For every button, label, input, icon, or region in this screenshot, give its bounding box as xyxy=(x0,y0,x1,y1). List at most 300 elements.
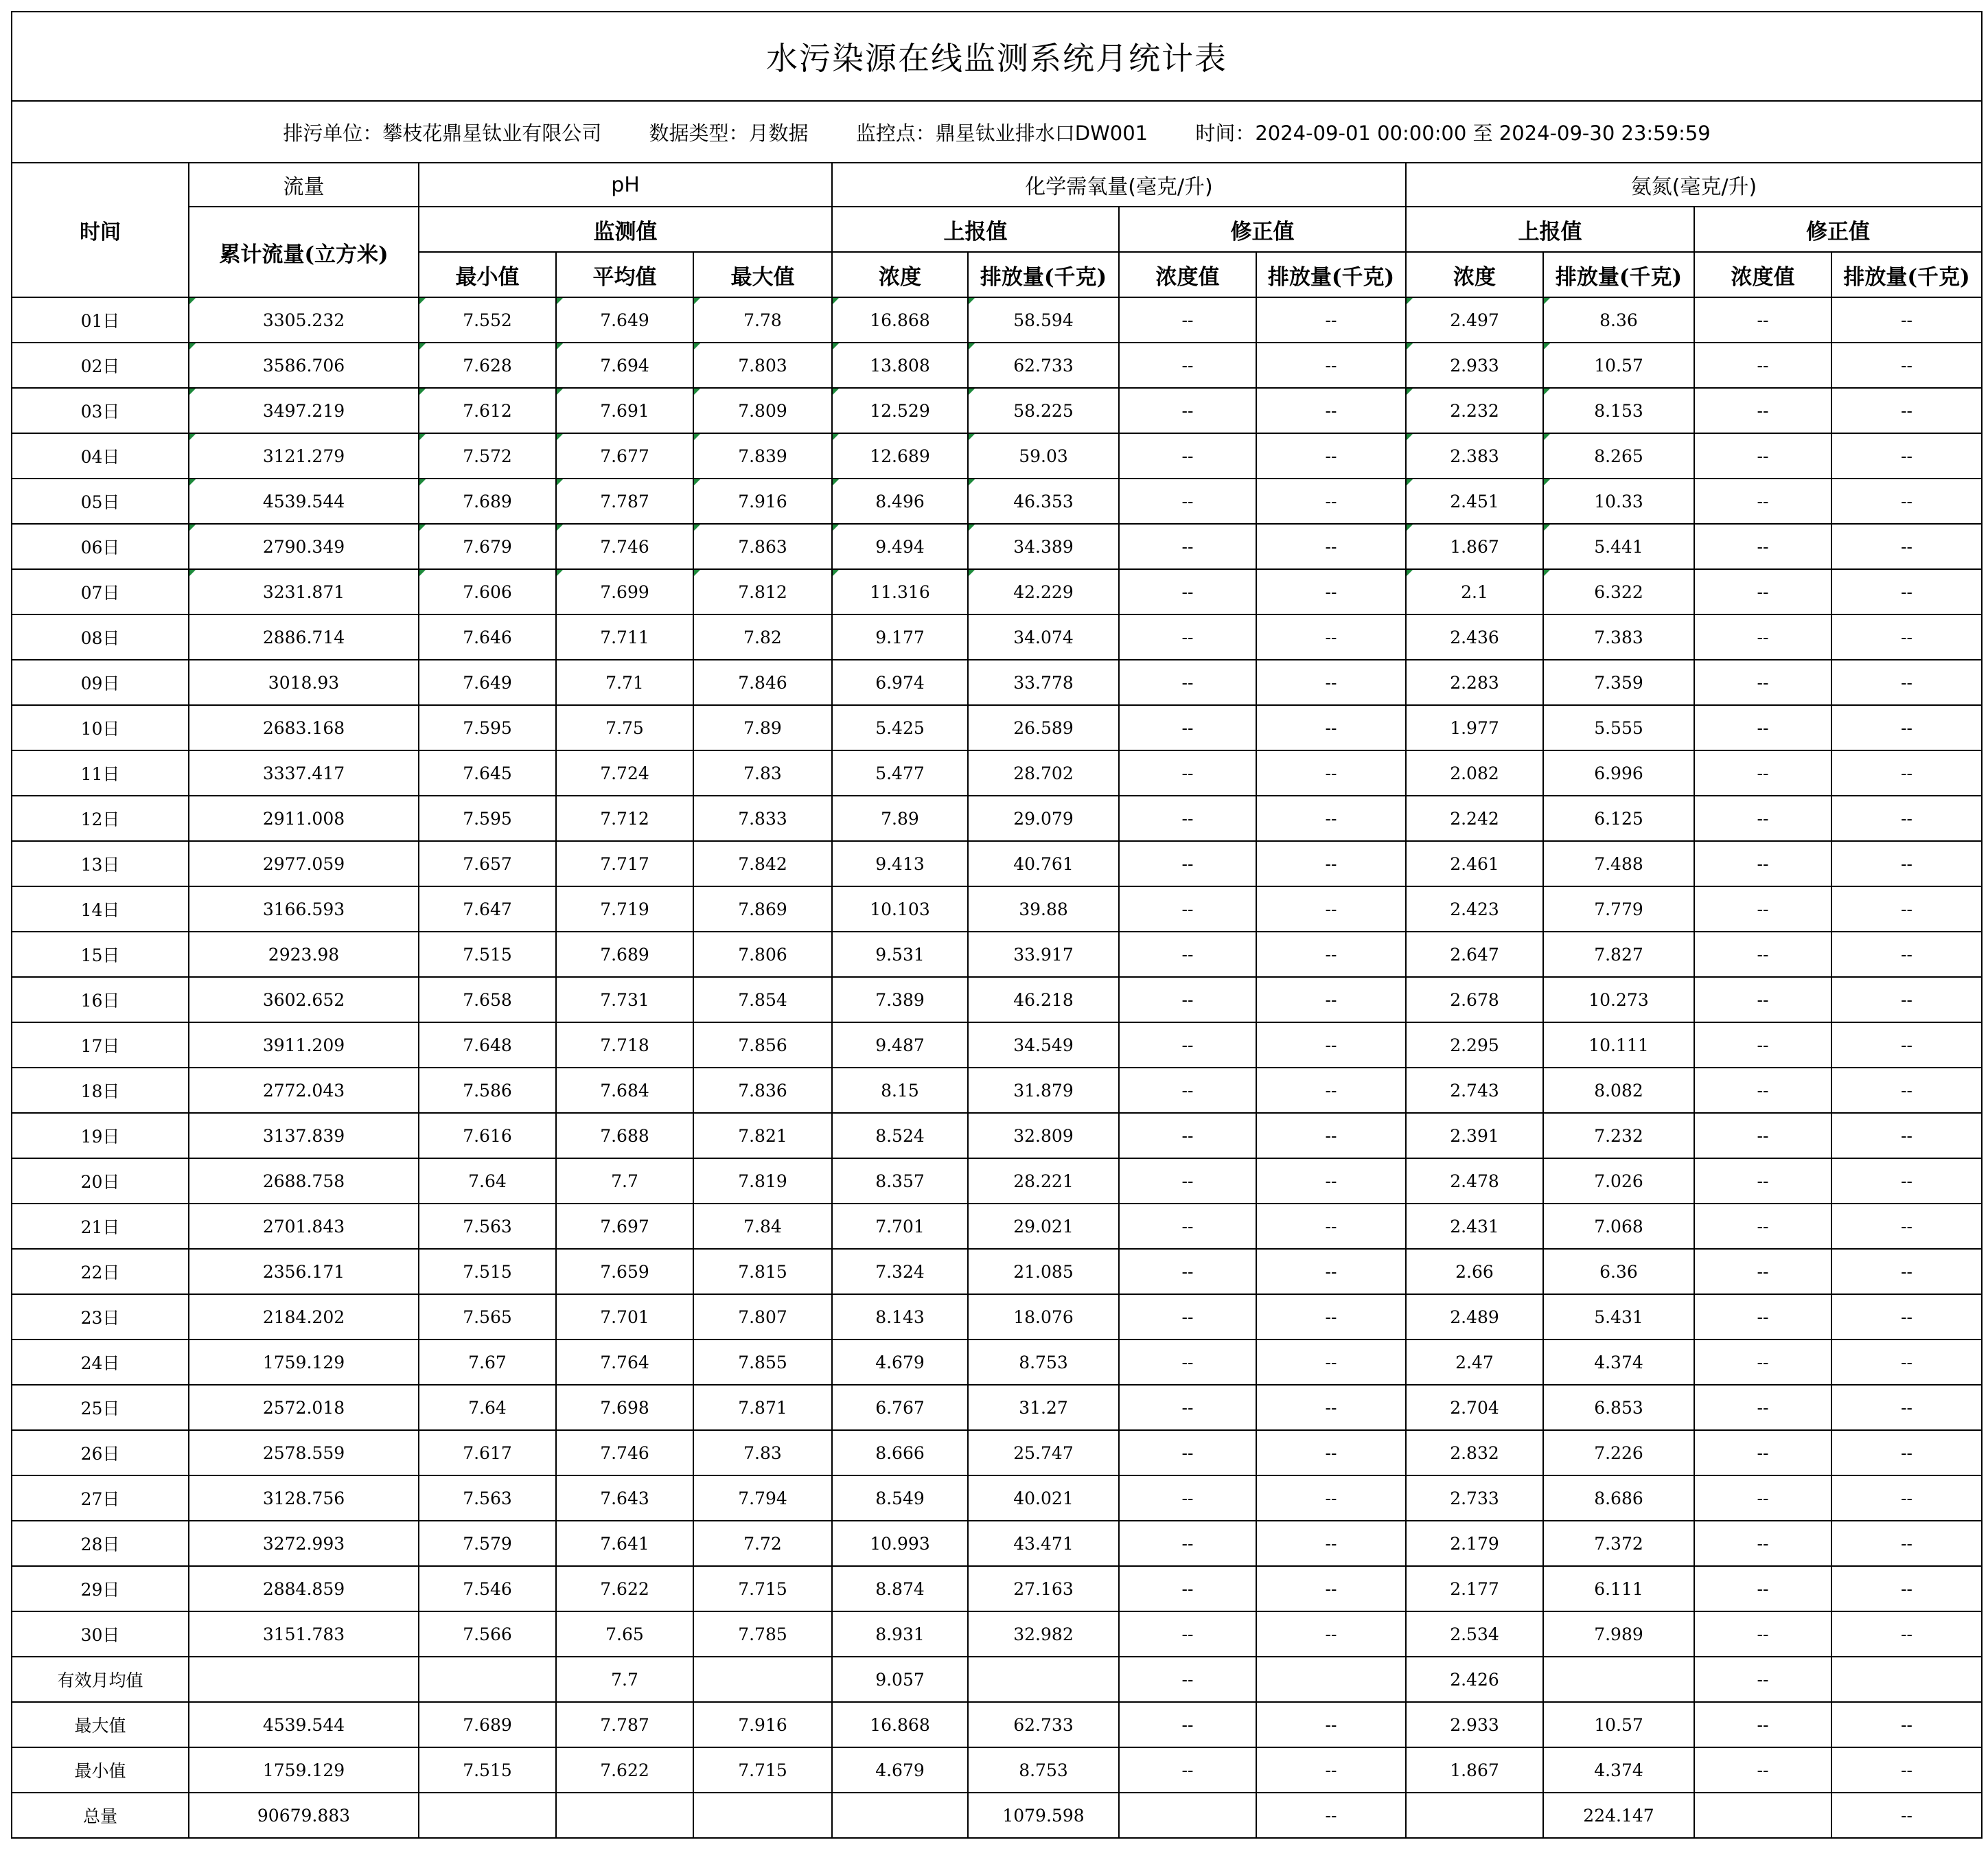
cell-cumulative-flow: 2356.171 xyxy=(189,1249,419,1294)
header-cod-corrected-concentration: 浓度值 xyxy=(1119,252,1256,297)
header-ph-avg: 平均值 xyxy=(556,252,693,297)
cell-ph-min: 7.606 xyxy=(419,569,556,614)
cell-ph-avg: 7.689 xyxy=(556,932,693,977)
cell-ph-min: 7.617 xyxy=(419,1430,556,1475)
cell-nh3-concentration: 2.647 xyxy=(1406,932,1543,977)
cell-day: 16日 xyxy=(12,977,189,1022)
cell-ph-avg: 7.701 xyxy=(556,1294,693,1340)
cell-cod-corrected-emission: -- xyxy=(1256,841,1406,886)
cell-ph-max: 7.812 xyxy=(693,569,832,614)
cell-nh3-corrected-emission: -- xyxy=(1831,1340,1982,1385)
cell-cod-corrected-emission: -- xyxy=(1256,343,1406,388)
cell-ph-avg: 7.746 xyxy=(556,524,693,569)
cell-cod-corrected-concentration: -- xyxy=(1119,569,1256,614)
cell-nh3-emission: 6.853 xyxy=(1543,1385,1694,1430)
cell-ph-max: 7.815 xyxy=(693,1249,832,1294)
cell-cod-emission: 58.225 xyxy=(968,388,1119,433)
table-row xyxy=(12,1113,1982,1158)
cell-ph-max: 7.89 xyxy=(693,705,832,750)
summary-cell-nh3-emission: 10.57 xyxy=(1543,1702,1694,1747)
cell-cod-corrected-concentration: -- xyxy=(1119,1521,1256,1566)
cell-ph-max: 7.856 xyxy=(693,1022,832,1068)
cell-ph-min: 7.515 xyxy=(419,1249,556,1294)
header-cod-corrected: 修正值 xyxy=(1119,207,1406,252)
cell-cod-corrected-emission: -- xyxy=(1256,886,1406,932)
cell-ph-avg: 7.712 xyxy=(556,796,693,841)
cell-nh3-corrected-emission: -- xyxy=(1831,1430,1982,1475)
cell-cod-corrected-concentration: -- xyxy=(1119,433,1256,479)
summary-cell-nh3-emission: 224.147 xyxy=(1543,1793,1694,1838)
cell-nh3-concentration: 2.743 xyxy=(1406,1068,1543,1113)
summary-cell-nh3-corrected-emission: -- xyxy=(1831,1702,1982,1747)
cell-nh3-corrected-concentration: -- xyxy=(1694,1294,1831,1340)
cell-cumulative-flow: 3586.706 xyxy=(189,343,419,388)
table-row xyxy=(12,1068,1982,1113)
cell-nh3-concentration: 2.391 xyxy=(1406,1113,1543,1158)
cell-cod-corrected-concentration: -- xyxy=(1119,1204,1256,1249)
table-row xyxy=(12,886,1982,932)
cell-nh3-corrected-emission: -- xyxy=(1831,524,1982,569)
cell-ph-min: 7.657 xyxy=(419,841,556,886)
summary-cell-nh3-emission: 4.374 xyxy=(1543,1747,1694,1793)
summary-cell-nh3-concentration: 1.867 xyxy=(1406,1747,1543,1793)
cell-nh3-emission: 7.026 xyxy=(1543,1158,1694,1204)
cell-nh3-corrected-concentration: -- xyxy=(1694,297,1831,343)
cell-day: 11日 xyxy=(12,750,189,796)
cell-ph-avg: 7.65 xyxy=(556,1611,693,1657)
cell-nh3-concentration: 2.431 xyxy=(1406,1204,1543,1249)
summary-cell-nh3-corrected-concentration: -- xyxy=(1694,1702,1831,1747)
cell-nh3-corrected-emission: -- xyxy=(1831,932,1982,977)
cell-ph-avg: 7.641 xyxy=(556,1521,693,1566)
cell-ph-max: 7.821 xyxy=(693,1113,832,1158)
cell-cod-corrected-emission: -- xyxy=(1256,705,1406,750)
cell-nh3-concentration: 2.678 xyxy=(1406,977,1543,1022)
cell-ph-max: 7.83 xyxy=(693,1430,832,1475)
header-nh3-emission: 排放量(千克) xyxy=(1543,252,1694,297)
cell-nh3-corrected-concentration: -- xyxy=(1694,750,1831,796)
cell-nh3-corrected-concentration: -- xyxy=(1694,932,1831,977)
cell-ph-avg: 7.688 xyxy=(556,1113,693,1158)
summary-cell-day: 总量 xyxy=(12,1793,189,1838)
cell-nh3-emission: 8.265 xyxy=(1543,433,1694,479)
cell-cod-corrected-concentration: -- xyxy=(1119,297,1256,343)
summary-row xyxy=(12,1747,1982,1793)
cell-nh3-emission: 7.488 xyxy=(1543,841,1694,886)
cell-cod-emission: 8.753 xyxy=(968,1340,1119,1385)
cell-nh3-concentration: 2.451 xyxy=(1406,479,1543,524)
cell-cod-corrected-concentration: -- xyxy=(1119,886,1256,932)
cell-cumulative-flow: 2578.559 xyxy=(189,1430,419,1475)
cell-ph-min: 7.645 xyxy=(419,750,556,796)
cell-day: 02日 xyxy=(12,343,189,388)
cell-nh3-corrected-concentration: -- xyxy=(1694,1249,1831,1294)
cell-ph-min: 7.646 xyxy=(419,614,556,660)
cell-cod-corrected-emission: -- xyxy=(1256,1340,1406,1385)
summary-cell-nh3-corrected-emission: -- xyxy=(1831,1747,1982,1793)
cell-ph-min: 7.679 xyxy=(419,524,556,569)
cell-nh3-corrected-emission: -- xyxy=(1831,1566,1982,1611)
cell-cod-corrected-emission: -- xyxy=(1256,524,1406,569)
cell-cod-concentration: 16.868 xyxy=(832,297,968,343)
summary-row xyxy=(12,1793,1982,1838)
data-type-label: 数据类型：月数据 xyxy=(649,121,809,145)
table-row xyxy=(12,841,1982,886)
cell-nh3-corrected-concentration: -- xyxy=(1694,433,1831,479)
table-row xyxy=(12,297,1982,343)
cell-ph-max: 7.794 xyxy=(693,1475,832,1521)
cell-nh3-corrected-concentration: -- xyxy=(1694,1340,1831,1385)
cell-cumulative-flow: 3231.871 xyxy=(189,569,419,614)
cell-nh3-concentration: 2.489 xyxy=(1406,1294,1543,1340)
cell-nh3-corrected-concentration: -- xyxy=(1694,1022,1831,1068)
cell-cod-corrected-concentration: -- xyxy=(1119,705,1256,750)
cell-cod-corrected-concentration: -- xyxy=(1119,524,1256,569)
cell-nh3-corrected-concentration: -- xyxy=(1694,614,1831,660)
cell-nh3-corrected-emission: -- xyxy=(1831,1475,1982,1521)
table-row xyxy=(12,1022,1982,1068)
cell-cod-corrected-concentration: -- xyxy=(1119,660,1256,705)
cell-cumulative-flow: 4539.544 xyxy=(189,479,419,524)
cell-nh3-emission: 6.996 xyxy=(1543,750,1694,796)
cell-cod-concentration: 7.89 xyxy=(832,796,968,841)
summary-cell-cod-corrected-emission: -- xyxy=(1256,1747,1406,1793)
cell-cod-corrected-concentration: -- xyxy=(1119,343,1256,388)
cell-nh3-concentration: 2.461 xyxy=(1406,841,1543,886)
cell-ph-avg: 7.717 xyxy=(556,841,693,886)
summary-cell-cod-concentration xyxy=(832,1793,968,1838)
cell-nh3-corrected-concentration: -- xyxy=(1694,977,1831,1022)
cell-cod-emission: 58.594 xyxy=(968,297,1119,343)
cell-nh3-emission: 6.111 xyxy=(1543,1566,1694,1611)
cell-nh3-concentration: 2.295 xyxy=(1406,1022,1543,1068)
cell-cod-emission: 40.021 xyxy=(968,1475,1119,1521)
cell-day: 08日 xyxy=(12,614,189,660)
cell-ph-min: 7.563 xyxy=(419,1475,556,1521)
summary-cell-nh3-concentration: 2.426 xyxy=(1406,1657,1543,1702)
cell-cod-emission: 33.778 xyxy=(968,660,1119,705)
cell-cod-corrected-concentration: -- xyxy=(1119,932,1256,977)
table-row xyxy=(12,1340,1982,1385)
cell-cod-corrected-concentration: -- xyxy=(1119,750,1256,796)
summary-cell-cod-corrected-emission xyxy=(1256,1657,1406,1702)
header-flow: 流量 xyxy=(189,163,419,207)
discharge-unit-label: 排污单位：攀枝花鼎星钛业有限公司 xyxy=(283,121,602,145)
summary-cell-cod-concentration: 16.868 xyxy=(832,1702,968,1747)
cell-nh3-corrected-emission: -- xyxy=(1831,977,1982,1022)
cell-nh3-emission: 10.273 xyxy=(1543,977,1694,1022)
cell-day: 10日 xyxy=(12,705,189,750)
table-row xyxy=(12,1521,1982,1566)
cell-nh3-concentration: 2.478 xyxy=(1406,1158,1543,1204)
cell-nh3-emission: 5.441 xyxy=(1543,524,1694,569)
cell-cod-corrected-emission: -- xyxy=(1256,1385,1406,1430)
cell-day: 30日 xyxy=(12,1611,189,1657)
cell-day: 15日 xyxy=(12,932,189,977)
summary-cell-nh3-corrected-emission: -- xyxy=(1831,1793,1982,1838)
monitor-point-label: 监控点：鼎星钛业排水口DW001 xyxy=(855,121,1148,145)
cell-day: 04日 xyxy=(12,433,189,479)
summary-cell-nh3-concentration xyxy=(1406,1793,1543,1838)
cell-nh3-corrected-concentration: -- xyxy=(1694,1204,1831,1249)
cell-ph-avg: 7.622 xyxy=(556,1566,693,1611)
cell-cod-corrected-emission: -- xyxy=(1256,614,1406,660)
cell-nh3-corrected-emission: -- xyxy=(1831,1068,1982,1113)
table-row xyxy=(12,1385,1982,1430)
cell-cumulative-flow: 3305.232 xyxy=(189,297,419,343)
cell-ph-min: 7.689 xyxy=(419,479,556,524)
header-ph-monitored: 监测值 xyxy=(419,207,832,252)
cell-cod-emission: 29.079 xyxy=(968,796,1119,841)
cell-ph-avg: 7.7 xyxy=(556,1158,693,1204)
cell-cod-emission: 34.389 xyxy=(968,524,1119,569)
cell-nh3-emission: 7.232 xyxy=(1543,1113,1694,1158)
cell-nh3-emission: 4.374 xyxy=(1543,1340,1694,1385)
cell-nh3-corrected-concentration: -- xyxy=(1694,524,1831,569)
table-row xyxy=(12,977,1982,1022)
cell-day: 20日 xyxy=(12,1158,189,1204)
cell-nh3-emission: 6.36 xyxy=(1543,1249,1694,1294)
cell-cod-emission: 59.03 xyxy=(968,433,1119,479)
cell-ph-max: 7.869 xyxy=(693,886,832,932)
cell-ph-max: 7.806 xyxy=(693,932,832,977)
cell-nh3-corrected-emission: -- xyxy=(1831,705,1982,750)
cell-ph-min: 7.628 xyxy=(419,343,556,388)
cell-cod-concentration: 6.767 xyxy=(832,1385,968,1430)
cell-cod-emission: 43.471 xyxy=(968,1521,1119,1566)
cell-cumulative-flow: 3911.209 xyxy=(189,1022,419,1068)
cell-day: 19日 xyxy=(12,1113,189,1158)
cell-ph-avg: 7.649 xyxy=(556,297,693,343)
table-row xyxy=(12,1158,1982,1204)
cell-cod-emission: 42.229 xyxy=(968,569,1119,614)
cell-cod-emission: 62.733 xyxy=(968,343,1119,388)
cell-nh3-corrected-concentration: -- xyxy=(1694,705,1831,750)
cell-nh3-concentration: 1.867 xyxy=(1406,524,1543,569)
cell-cod-emission: 25.747 xyxy=(968,1430,1119,1475)
cell-nh3-corrected-emission: -- xyxy=(1831,614,1982,660)
table-row xyxy=(12,1204,1982,1249)
summary-cell-day: 最小值 xyxy=(12,1747,189,1793)
header-nh3-concentration: 浓度 xyxy=(1406,252,1543,297)
cell-ph-max: 7.833 xyxy=(693,796,832,841)
cell-ph-avg: 7.731 xyxy=(556,977,693,1022)
cell-cod-emission: 31.879 xyxy=(968,1068,1119,1113)
cell-ph-min: 7.648 xyxy=(419,1022,556,1068)
table-row xyxy=(12,660,1982,705)
summary-cell-nh3-corrected-concentration: -- xyxy=(1694,1657,1831,1702)
cell-ph-avg: 7.75 xyxy=(556,705,693,750)
cell-cod-emission: 28.221 xyxy=(968,1158,1119,1204)
table-row xyxy=(12,524,1982,569)
cell-cod-concentration: 9.531 xyxy=(832,932,968,977)
cell-day: 24日 xyxy=(12,1340,189,1385)
cell-nh3-emission: 10.57 xyxy=(1543,343,1694,388)
cell-ph-max: 7.871 xyxy=(693,1385,832,1430)
summary-cell-ph-avg: 7.787 xyxy=(556,1702,693,1747)
cell-ph-max: 7.839 xyxy=(693,433,832,479)
cell-cod-concentration: 8.496 xyxy=(832,479,968,524)
header-nh3-corrected-concentration: 浓度值 xyxy=(1694,252,1831,297)
cell-cod-corrected-emission: -- xyxy=(1256,388,1406,433)
cell-nh3-concentration: 2.082 xyxy=(1406,750,1543,796)
cell-nh3-emission: 6.125 xyxy=(1543,796,1694,841)
cell-nh3-emission: 7.068 xyxy=(1543,1204,1694,1249)
cell-cod-emission: 18.076 xyxy=(968,1294,1119,1340)
cell-cumulative-flow: 2572.018 xyxy=(189,1385,419,1430)
cell-nh3-concentration: 1.977 xyxy=(1406,705,1543,750)
table-row xyxy=(12,614,1982,660)
table-row xyxy=(12,1294,1982,1340)
cell-cumulative-flow: 2923.98 xyxy=(189,932,419,977)
cell-cod-concentration: 9.177 xyxy=(832,614,968,660)
cell-ph-min: 7.64 xyxy=(419,1158,556,1204)
cell-ph-min: 7.64 xyxy=(419,1385,556,1430)
cell-cod-corrected-concentration: -- xyxy=(1119,479,1256,524)
cell-ph-avg: 7.787 xyxy=(556,479,693,524)
cell-nh3-concentration: 2.423 xyxy=(1406,886,1543,932)
cell-cod-corrected-concentration: -- xyxy=(1119,1249,1256,1294)
cell-cod-concentration: 12.689 xyxy=(832,433,968,479)
table-row xyxy=(12,569,1982,614)
cell-ph-avg: 7.677 xyxy=(556,433,693,479)
table-row xyxy=(12,343,1982,388)
cell-ph-max: 7.809 xyxy=(693,388,832,433)
cell-nh3-emission: 8.686 xyxy=(1543,1475,1694,1521)
cell-cumulative-flow: 2683.168 xyxy=(189,705,419,750)
table-row xyxy=(12,750,1982,796)
summary-cell-ph-min: 7.689 xyxy=(419,1702,556,1747)
cell-cod-emission: 28.702 xyxy=(968,750,1119,796)
cell-cod-concentration: 8.931 xyxy=(832,1611,968,1657)
header-cod-emission: 排放量(千克) xyxy=(968,252,1119,297)
cell-nh3-corrected-emission: -- xyxy=(1831,569,1982,614)
cell-cod-corrected-emission: -- xyxy=(1256,1158,1406,1204)
summary-cell-ph-avg: 7.622 xyxy=(556,1747,693,1793)
header-nh3-corrected: 修正值 xyxy=(1694,207,1982,252)
cell-cumulative-flow: 1759.129 xyxy=(189,1340,419,1385)
summary-cell-ph-max xyxy=(693,1793,832,1838)
summary-cell-nh3-concentration: 2.933 xyxy=(1406,1702,1543,1747)
cell-cumulative-flow: 2688.758 xyxy=(189,1158,419,1204)
cell-cod-corrected-concentration: -- xyxy=(1119,1611,1256,1657)
cell-cod-emission: 34.074 xyxy=(968,614,1119,660)
header-time: 时间 xyxy=(12,163,189,297)
cell-nh3-concentration: 2.534 xyxy=(1406,1611,1543,1657)
cell-cumulative-flow: 2884.859 xyxy=(189,1566,419,1611)
cell-cod-emission: 32.809 xyxy=(968,1113,1119,1158)
cell-ph-max: 7.855 xyxy=(693,1340,832,1385)
cell-cod-concentration: 8.357 xyxy=(832,1158,968,1204)
cell-cod-corrected-emission: -- xyxy=(1256,977,1406,1022)
cell-cod-corrected-emission: -- xyxy=(1256,1249,1406,1294)
cell-day: 29日 xyxy=(12,1566,189,1611)
cell-ph-avg: 7.718 xyxy=(556,1022,693,1068)
cell-cumulative-flow: 2184.202 xyxy=(189,1294,419,1340)
cell-nh3-corrected-emission: -- xyxy=(1831,796,1982,841)
cell-nh3-corrected-emission: -- xyxy=(1831,1611,1982,1657)
cell-nh3-corrected-concentration: -- xyxy=(1694,1430,1831,1475)
cell-cod-corrected-emission: -- xyxy=(1256,1521,1406,1566)
cell-nh3-corrected-concentration: -- xyxy=(1694,1475,1831,1521)
cell-ph-avg: 7.691 xyxy=(556,388,693,433)
cell-nh3-corrected-emission: -- xyxy=(1831,1204,1982,1249)
cell-nh3-concentration: 2.177 xyxy=(1406,1566,1543,1611)
summary-cell-cod-corrected-emission: -- xyxy=(1256,1793,1406,1838)
cell-nh3-concentration: 2.66 xyxy=(1406,1249,1543,1294)
cell-cumulative-flow: 2886.714 xyxy=(189,614,419,660)
cell-cod-concentration: 8.666 xyxy=(832,1430,968,1475)
cell-nh3-emission: 8.082 xyxy=(1543,1068,1694,1113)
cell-cod-corrected-emission: -- xyxy=(1256,1068,1406,1113)
header-nh3-corrected-emission: 排放量(千克) xyxy=(1831,252,1982,297)
cell-nh3-corrected-concentration: -- xyxy=(1694,886,1831,932)
cell-nh3-corrected-emission: -- xyxy=(1831,1385,1982,1430)
cell-cod-corrected-emission: -- xyxy=(1256,1611,1406,1657)
table-row xyxy=(12,1475,1982,1521)
cell-day: 03日 xyxy=(12,388,189,433)
cell-nh3-emission: 7.989 xyxy=(1543,1611,1694,1657)
table-row xyxy=(12,705,1982,750)
cell-ph-min: 7.563 xyxy=(419,1204,556,1249)
cell-cod-corrected-emission: -- xyxy=(1256,479,1406,524)
summary-cell-cod-corrected-concentration: -- xyxy=(1119,1657,1256,1702)
cell-ph-avg: 7.711 xyxy=(556,614,693,660)
cell-cumulative-flow: 2790.349 xyxy=(189,524,419,569)
cell-nh3-emission: 7.827 xyxy=(1543,932,1694,977)
cell-cumulative-flow: 3602.652 xyxy=(189,977,419,1022)
table-row xyxy=(12,433,1982,479)
cell-ph-avg: 7.659 xyxy=(556,1249,693,1294)
cell-cumulative-flow: 3128.756 xyxy=(189,1475,419,1521)
cell-nh3-emission: 10.111 xyxy=(1543,1022,1694,1068)
cell-cod-corrected-concentration: -- xyxy=(1119,796,1256,841)
cell-ph-avg: 7.697 xyxy=(556,1204,693,1249)
summary-cell-cod-corrected-concentration: -- xyxy=(1119,1747,1256,1793)
summary-cell-cumulative-flow: 90679.883 xyxy=(189,1793,419,1838)
cell-ph-max: 7.807 xyxy=(693,1294,832,1340)
cell-ph-max: 7.72 xyxy=(693,1521,832,1566)
cell-cod-emission: 33.917 xyxy=(968,932,1119,977)
cell-cumulative-flow: 3018.93 xyxy=(189,660,419,705)
cell-cod-corrected-emission: -- xyxy=(1256,750,1406,796)
cell-ph-avg: 7.746 xyxy=(556,1430,693,1475)
cell-day: 12日 xyxy=(12,796,189,841)
time-range-label: 时间：2024-09-01 00:00:00 至 2024-09-30 23:59:59 xyxy=(1195,121,1711,145)
cell-cumulative-flow: 3137.839 xyxy=(189,1113,419,1158)
cell-ph-max: 7.715 xyxy=(693,1566,832,1611)
cell-nh3-corrected-concentration: -- xyxy=(1694,1385,1831,1430)
cell-nh3-concentration: 2.283 xyxy=(1406,660,1543,705)
table-row xyxy=(12,932,1982,977)
cell-day: 17日 xyxy=(12,1022,189,1068)
cell-nh3-corrected-concentration: -- xyxy=(1694,796,1831,841)
cell-nh3-concentration: 2.242 xyxy=(1406,796,1543,841)
cell-nh3-emission: 5.555 xyxy=(1543,705,1694,750)
summary-cell-cod-corrected-emission: -- xyxy=(1256,1702,1406,1747)
cell-cod-corrected-emission: -- xyxy=(1256,796,1406,841)
summary-cell-cod-corrected-concentration: -- xyxy=(1119,1702,1256,1747)
cell-cumulative-flow: 3121.279 xyxy=(189,433,419,479)
cell-nh3-corrected-concentration: -- xyxy=(1694,388,1831,433)
cell-cod-concentration: 6.974 xyxy=(832,660,968,705)
summary-cell-ph-avg xyxy=(556,1793,693,1838)
cell-cod-corrected-concentration: -- xyxy=(1119,1430,1256,1475)
table-row xyxy=(12,1249,1982,1294)
cell-cumulative-flow: 2772.043 xyxy=(189,1068,419,1113)
cell-cod-corrected-concentration: -- xyxy=(1119,1385,1256,1430)
summary-cell-cumulative-flow: 1759.129 xyxy=(189,1747,419,1793)
